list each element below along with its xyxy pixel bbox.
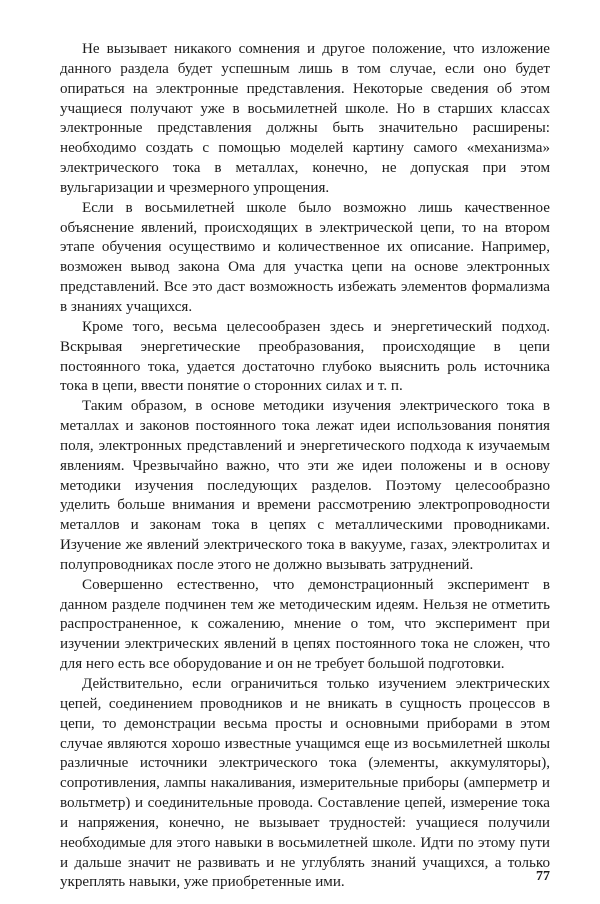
page-body bbox=[60, 40, 550, 893]
paragraph: Не вызывает никакого сомнения и другое положение, что изложение данного раздела будет успешным лишь в том случае, если оно будет опираться на электронные представления. Некоторые сведения об этом учащиеся получают уже в восьмилетней школе. Но в старших классах электронные представления должны быть значительно расширены: необходимо создать с помощью моделей картину самого «механизма» электрического тока в металлах, конечно, не допуская при этом вульгаризации и чрезмерного упрощения. bbox=[60, 41, 550, 196]
paragraph: Таким образом, в основе методики изучения электрического тока в металлах и законов постоянного тока лежат идеи использования понятия поля, электронных представлений и энергетического подхода к изучаемым явлениям. Чрезвычайно важно, что эти же идеи положены и в основу методики изучения последующих разделов. Поэтому целесообразно уделить больше внимания и времени рассмотрению электропроводности металлов и законам тока в цепях с металлическими проводниками. Изучение же явлений электрического тока в вакууме, газах, электролитах и полупроводниках после этого не должно вызывать затруднений. bbox=[60, 398, 550, 573]
page-number: 77 bbox=[536, 869, 550, 884]
paragraph: Совершенно естественно, что демонстрационный эксперимент в данном разделе подчинен тем же методическим идеям. Нельзя не отметить распространенное, к сожалению, мнение о том, что эксперимент при изучении электрических явлений в цепях постоянного тока не сложен, что для него есть все оборудование и он не требует большой подготовки. bbox=[60, 576, 550, 673]
paragraph: Если в восьмилетней школе было возможно лишь качественное объяснение явлений, происходящих в электрической цепи, то на втором этапе обучения осуществимо и количественное их описание. Например, возможен вывод закона Ома для участка цепи на основе электронных представлений. Все это даст возможность избежать элементов формализма в знаниях учащихся. bbox=[60, 199, 550, 315]
paragraph: Действительно, если ограничиться только изучением электрических цепей, соединением проводников и не вникать в сущность процессов в цепи, то демонстрации весьма просты и основными приборами в этом случае являются хорошо известные учащимся еще из восьмилетней школы различные источники электрического тока (элементы, аккумуляторы), сопротивления, лампы накаливания, измерительные приборы (амперметр и вольтметр) и соединительные провода. Составление цепей, измерение тока и напряжения, конечно, не вызывает трудностей: учащиеся получили необходимые для этого навыки в восьмилетней школе. Идти по этому пути и дальше значит не развивать и не углублять знаний учащихся, а только укреплять навыки, уже приобретенные ими. bbox=[60, 676, 550, 891]
paragraph: Кроме того, весьма целесообразен здесь и энергетический подход. Вскрывая энергетические преобразования, происходящие в цепи постоянного тока, удается достаточно глубоко выяснить роль источника тока в цепи, ввести понятие о сторонних силах и т. п. bbox=[60, 318, 550, 395]
